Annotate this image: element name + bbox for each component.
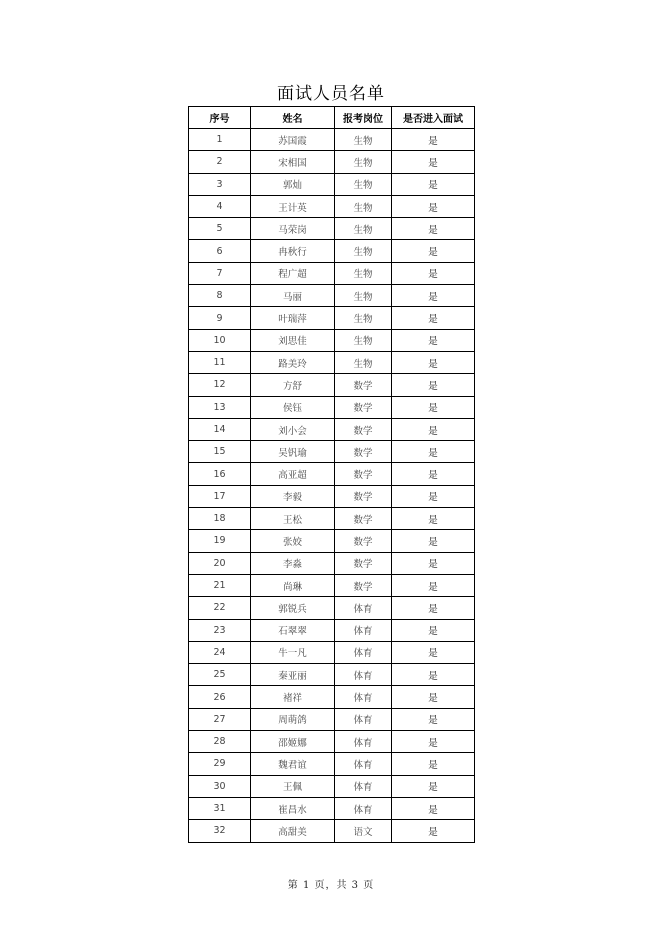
cell-name: 石翠翠 [251, 619, 335, 641]
cell-seq: 30 [189, 775, 251, 797]
table-body [189, 129, 475, 843]
cell-interview: 是 [392, 463, 475, 485]
table-row [189, 151, 475, 173]
table-row [189, 664, 475, 686]
cell-post: 生物 [335, 151, 392, 173]
table-row [189, 708, 475, 730]
cell-name: 程广超 [251, 262, 335, 284]
cell-post: 生物 [335, 262, 392, 284]
table-row [189, 218, 475, 240]
cell-seq: 8 [189, 285, 251, 307]
cell-interview: 是 [392, 374, 475, 396]
cell-post: 数学 [335, 374, 392, 396]
cell-post: 数学 [335, 552, 392, 574]
cell-seq: 16 [189, 463, 251, 485]
cell-seq: 3 [189, 173, 251, 195]
table-row [189, 195, 475, 217]
cell-name: 高甜美 [251, 820, 335, 842]
cell-seq: 15 [189, 441, 251, 463]
cell-seq: 5 [189, 218, 251, 240]
cell-name: 张姣 [251, 530, 335, 552]
table-row [189, 307, 475, 329]
header-name: 姓名 [251, 107, 335, 129]
cell-name: 魏君谊 [251, 753, 335, 775]
table-row [189, 574, 475, 596]
table-row [189, 508, 475, 530]
cell-interview: 是 [392, 240, 475, 262]
cell-seq: 17 [189, 485, 251, 507]
table-row [189, 619, 475, 641]
table-header [189, 107, 475, 129]
table-row [189, 797, 475, 819]
cell-seq: 26 [189, 686, 251, 708]
table-row [189, 396, 475, 418]
cell-name: 褚祥 [251, 686, 335, 708]
cell-seq: 29 [189, 753, 251, 775]
cell-interview: 是 [392, 151, 475, 173]
cell-seq: 28 [189, 731, 251, 753]
cell-interview: 是 [392, 351, 475, 373]
cell-name: 冉秋行 [251, 240, 335, 262]
cell-interview: 是 [392, 731, 475, 753]
cell-seq: 31 [189, 797, 251, 819]
cell-seq: 18 [189, 508, 251, 530]
cell-seq: 13 [189, 396, 251, 418]
cell-post: 体育 [335, 708, 392, 730]
cell-interview: 是 [392, 597, 475, 619]
cell-post: 体育 [335, 641, 392, 663]
cell-name: 路美玲 [251, 351, 335, 373]
cell-post: 生物 [335, 307, 392, 329]
cell-interview: 是 [392, 686, 475, 708]
cell-seq: 7 [189, 262, 251, 284]
cell-seq: 20 [189, 552, 251, 574]
cell-post: 生物 [335, 351, 392, 373]
cell-post: 生物 [335, 329, 392, 351]
table-row [189, 351, 475, 373]
cell-post: 生物 [335, 195, 392, 217]
header-seq: 序号 [189, 107, 251, 129]
cell-interview: 是 [392, 195, 475, 217]
cell-name: 王计英 [251, 195, 335, 217]
cell-interview: 是 [392, 574, 475, 596]
table-row [189, 552, 475, 574]
cell-seq: 12 [189, 374, 251, 396]
cell-seq: 10 [189, 329, 251, 351]
cell-interview: 是 [392, 753, 475, 775]
cell-name: 刘思佳 [251, 329, 335, 351]
cell-name: 崔昌水 [251, 797, 335, 819]
table-row [189, 418, 475, 440]
cell-name: 周萌鸽 [251, 708, 335, 730]
cell-post: 数学 [335, 530, 392, 552]
cell-post: 体育 [335, 753, 392, 775]
cell-post: 生物 [335, 240, 392, 262]
header-post: 报考岗位 [335, 107, 392, 129]
cell-name: 苏国霞 [251, 129, 335, 151]
cell-name: 王松 [251, 508, 335, 530]
table-row [189, 820, 475, 842]
cell-seq: 25 [189, 664, 251, 686]
cell-interview: 是 [392, 129, 475, 151]
cell-interview: 是 [392, 396, 475, 418]
cell-interview: 是 [392, 797, 475, 819]
cell-seq: 21 [189, 574, 251, 596]
cell-name: 马荣岗 [251, 218, 335, 240]
cell-name: 刘小会 [251, 418, 335, 440]
table-row [189, 441, 475, 463]
cell-seq: 32 [189, 820, 251, 842]
table-row [189, 262, 475, 284]
cell-interview: 是 [392, 485, 475, 507]
table-row [189, 485, 475, 507]
page-footer: 第 1 页，共 3 页 [287, 880, 375, 891]
table-row [189, 775, 475, 797]
cell-post: 体育 [335, 664, 392, 686]
cell-name: 牛一凡 [251, 641, 335, 663]
cell-name: 王佩 [251, 775, 335, 797]
cell-post: 数学 [335, 441, 392, 463]
cell-post: 数学 [335, 485, 392, 507]
cell-interview: 是 [392, 285, 475, 307]
cell-post: 数学 [335, 574, 392, 596]
cell-interview: 是 [392, 619, 475, 641]
cell-interview: 是 [392, 708, 475, 730]
cell-seq: 4 [189, 195, 251, 217]
header-interview: 是否进入面试 [392, 107, 475, 129]
cell-seq: 9 [189, 307, 251, 329]
cell-interview: 是 [392, 418, 475, 440]
interview-roster-table [188, 106, 475, 843]
cell-post: 数学 [335, 396, 392, 418]
cell-name: 侯钰 [251, 396, 335, 418]
cell-post: 数学 [335, 418, 392, 440]
table-row [189, 597, 475, 619]
table-row [189, 374, 475, 396]
cell-interview: 是 [392, 508, 475, 530]
cell-interview: 是 [392, 262, 475, 284]
table-row [189, 173, 475, 195]
cell-post: 生物 [335, 285, 392, 307]
cell-interview: 是 [392, 329, 475, 351]
cell-seq: 24 [189, 641, 251, 663]
cell-name: 郭灿 [251, 173, 335, 195]
cell-name: 叶瑞萍 [251, 307, 335, 329]
cell-seq: 14 [189, 418, 251, 440]
cell-interview: 是 [392, 173, 475, 195]
cell-seq: 11 [189, 351, 251, 373]
cell-name: 郭锐兵 [251, 597, 335, 619]
cell-name: 高亚超 [251, 463, 335, 485]
table-row [189, 285, 475, 307]
cell-post: 体育 [335, 686, 392, 708]
cell-name: 马丽 [251, 285, 335, 307]
cell-name: 宋相国 [251, 151, 335, 173]
cell-interview: 是 [392, 820, 475, 842]
cell-interview: 是 [392, 441, 475, 463]
cell-post: 体育 [335, 731, 392, 753]
cell-post: 生物 [335, 218, 392, 240]
cell-post: 数学 [335, 508, 392, 530]
table-row [189, 686, 475, 708]
cell-name: 尚琳 [251, 574, 335, 596]
cell-seq: 19 [189, 530, 251, 552]
cell-post: 体育 [335, 797, 392, 819]
table-row [189, 641, 475, 663]
cell-interview: 是 [392, 775, 475, 797]
cell-interview: 是 [392, 552, 475, 574]
table-row [189, 530, 475, 552]
cell-post: 数学 [335, 463, 392, 485]
cell-interview: 是 [392, 641, 475, 663]
cell-interview: 是 [392, 307, 475, 329]
cell-post: 生物 [335, 173, 392, 195]
table-row [189, 753, 475, 775]
cell-seq: 23 [189, 619, 251, 641]
cell-name: 秦亚丽 [251, 664, 335, 686]
cell-seq: 1 [189, 129, 251, 151]
cell-post: 语文 [335, 820, 392, 842]
cell-post: 体育 [335, 775, 392, 797]
table-row [189, 329, 475, 351]
cell-name: 李淼 [251, 552, 335, 574]
cell-seq: 6 [189, 240, 251, 262]
cell-seq: 22 [189, 597, 251, 619]
page-title: 面试人员名单 [277, 84, 385, 104]
cell-interview: 是 [392, 530, 475, 552]
cell-post: 体育 [335, 619, 392, 641]
table-row [189, 731, 475, 753]
cell-name: 方舒 [251, 374, 335, 396]
table-row [189, 463, 475, 485]
table-row [189, 129, 475, 151]
cell-interview: 是 [392, 664, 475, 686]
cell-seq: 2 [189, 151, 251, 173]
cell-name: 吴钒瑜 [251, 441, 335, 463]
cell-seq: 27 [189, 708, 251, 730]
cell-name: 李毅 [251, 485, 335, 507]
cell-post: 生物 [335, 129, 392, 151]
cell-name: 邵姬娜 [251, 731, 335, 753]
cell-interview: 是 [392, 218, 475, 240]
table-row [189, 240, 475, 262]
table-header-row [189, 107, 475, 129]
cell-post: 体育 [335, 597, 392, 619]
